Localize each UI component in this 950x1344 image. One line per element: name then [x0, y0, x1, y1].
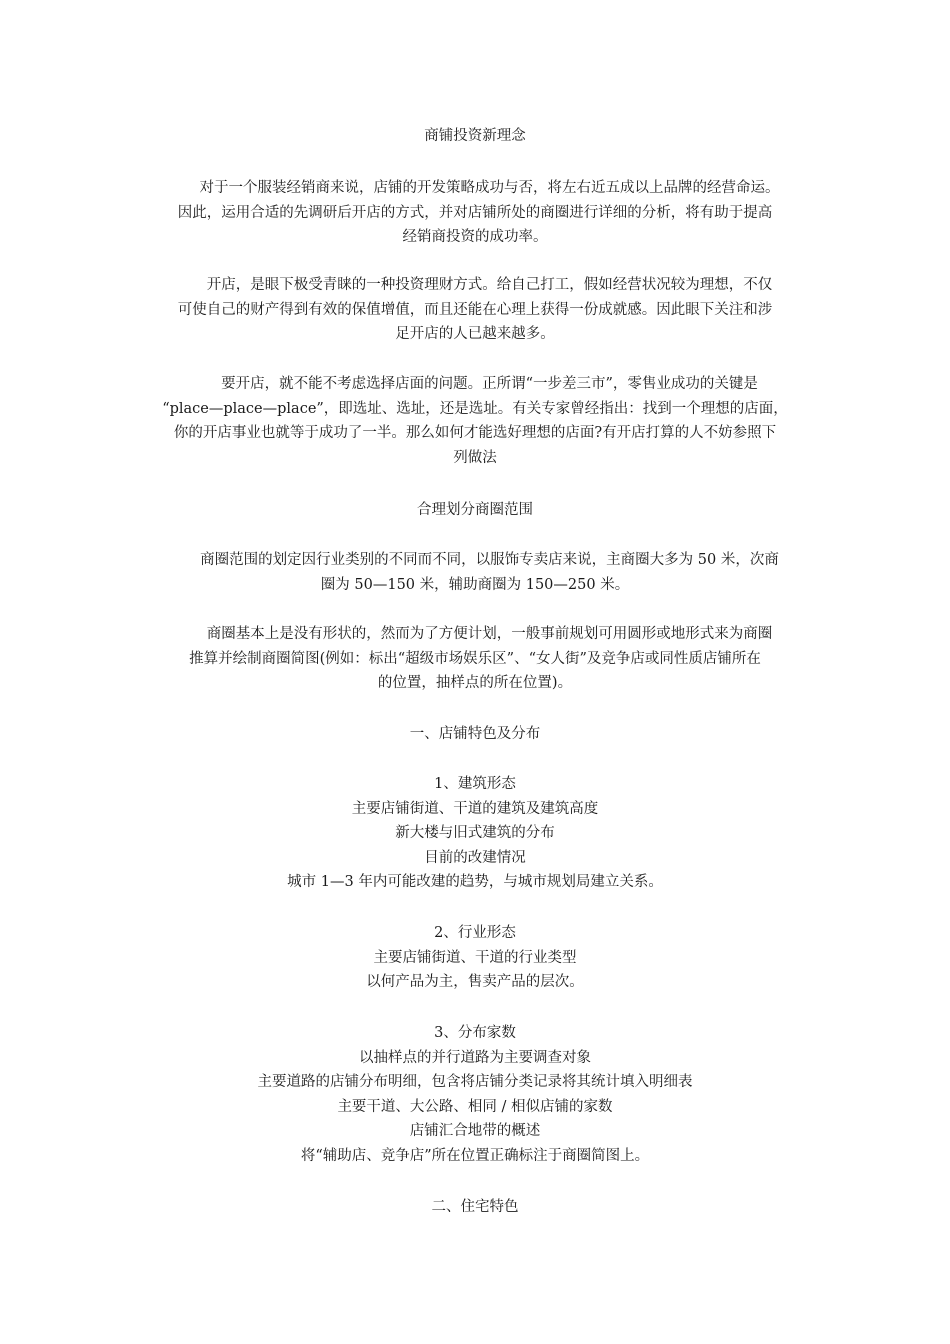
document-title — [140, 124, 810, 149]
subsection-distribution — [140, 1021, 810, 1168]
section-heading — [140, 498, 810, 523]
list-item: 新大楼与旧式建筑的分布 — [395, 825, 555, 841]
part-heading-text: 二、住宅特色 — [431, 1199, 519, 1215]
paragraph-line: 列做法 — [453, 449, 497, 466]
paragraph-line: 商圈基本上是没有形状的，然而为了方便计划，一般事前规划可用圆形或地形式来为商圈 — [177, 626, 773, 642]
subsection-heading: 3、分布家数 — [434, 1025, 516, 1041]
part1-heading — [140, 722, 810, 747]
trade-area-shape-paragraph — [140, 622, 810, 696]
location-paragraph — [140, 372, 810, 470]
paragraph-line: 商圈范围的划定因行业类别的不同而不同，以服饰专卖店来说，主商圈大多为 50 米，次商 — [171, 552, 779, 568]
title-line: 商铺投资新理念 — [424, 128, 526, 144]
paragraph-line: 开店，是眼下极受青睐的一种投资理财方式。给自己打工，假如经营状况较为理想，不仅 — [177, 277, 773, 293]
paragraph-line: 可使自己的财产得到有效的保值增值，而且还能在心理上获得一份成就感。因此眼下关注和涉 — [177, 301, 773, 318]
opening-shop-paragraph — [140, 273, 810, 347]
subsection-building — [140, 772, 810, 895]
part-heading-text: 一、店铺特色及分布 — [409, 726, 541, 742]
list-item: 将“辅助店、竞争店”所在位置正确标注于商圈简图上。 — [300, 1147, 650, 1164]
list-item: 主要干道、大公路、相同 / 相似店铺的家数 — [337, 1098, 613, 1115]
list-item: 主要道路的店铺分布明细，包含将店铺分类记录将其统计填入明细表 — [257, 1074, 693, 1090]
list-item: 以抽样点的并行道路为主要调查对象 — [359, 1049, 591, 1066]
list-item: 主要店铺街道、干道的建筑及建筑高度 — [351, 800, 599, 817]
list-item: 城市 1—3 年内可能改建的趋势，与城市规划局建立关系。 — [287, 874, 663, 890]
subsection-industry — [140, 921, 810, 995]
paragraph-line: 你的开店事业也就等于成功了一半。那么如何才能选好理想的店面?有开店打算的人不妨参照下 — [173, 425, 777, 441]
section-heading-text: 合理划分商圈范围 — [417, 502, 533, 518]
paragraph-line: 要开店，就不能不考虑选择店面的问题。正所谓“一步差三市”，零售业成功的关键是 — [192, 376, 758, 392]
paragraph-line: “place—place—place”，即选址、选址，还是选址。有关专家曾经指出：找到一个理想的店面， — [162, 400, 788, 417]
paragraph-line: 圈为 50—150 米，辅助商圈为 150—250 米。 — [320, 576, 630, 593]
paragraph-line: 足开店的人已越来越多。 — [395, 326, 555, 342]
paragraph-line: 对于一个服装经销商来说，店铺的开发策略成功与否，将左右近五成以上品牌的经营命运。 — [170, 180, 780, 196]
subsection-heading: 1、建筑形态 — [434, 776, 516, 792]
paragraph-line: 因此，运用合适的先调研后开店的方式，并对店铺所处的商圈进行详细的分析，将有助于提高 — [177, 204, 773, 221]
intro-paragraph — [140, 176, 810, 250]
subsection-heading: 2、行业形态 — [434, 925, 516, 941]
list-item: 以何产品为主，售卖产品的层次。 — [366, 974, 584, 990]
list-item: 主要店铺街道、干道的行业类型 — [373, 949, 577, 966]
list-item: 店铺汇合地带的概述 — [409, 1123, 541, 1139]
paragraph-line: 的位置，抽样点的所在位置)。 — [377, 675, 573, 691]
paragraph-line: 经销商投资的成功率。 — [402, 229, 548, 245]
trade-area-range-paragraph — [140, 548, 810, 597]
part2-heading — [140, 1195, 810, 1220]
paragraph-line: 推算并绘制商圈简图(例如：标出“超级市场娱乐区”、“女人街”及竞争店或同性质店铺所在 — [189, 650, 761, 667]
list-item: 目前的改建情况 — [424, 849, 526, 866]
